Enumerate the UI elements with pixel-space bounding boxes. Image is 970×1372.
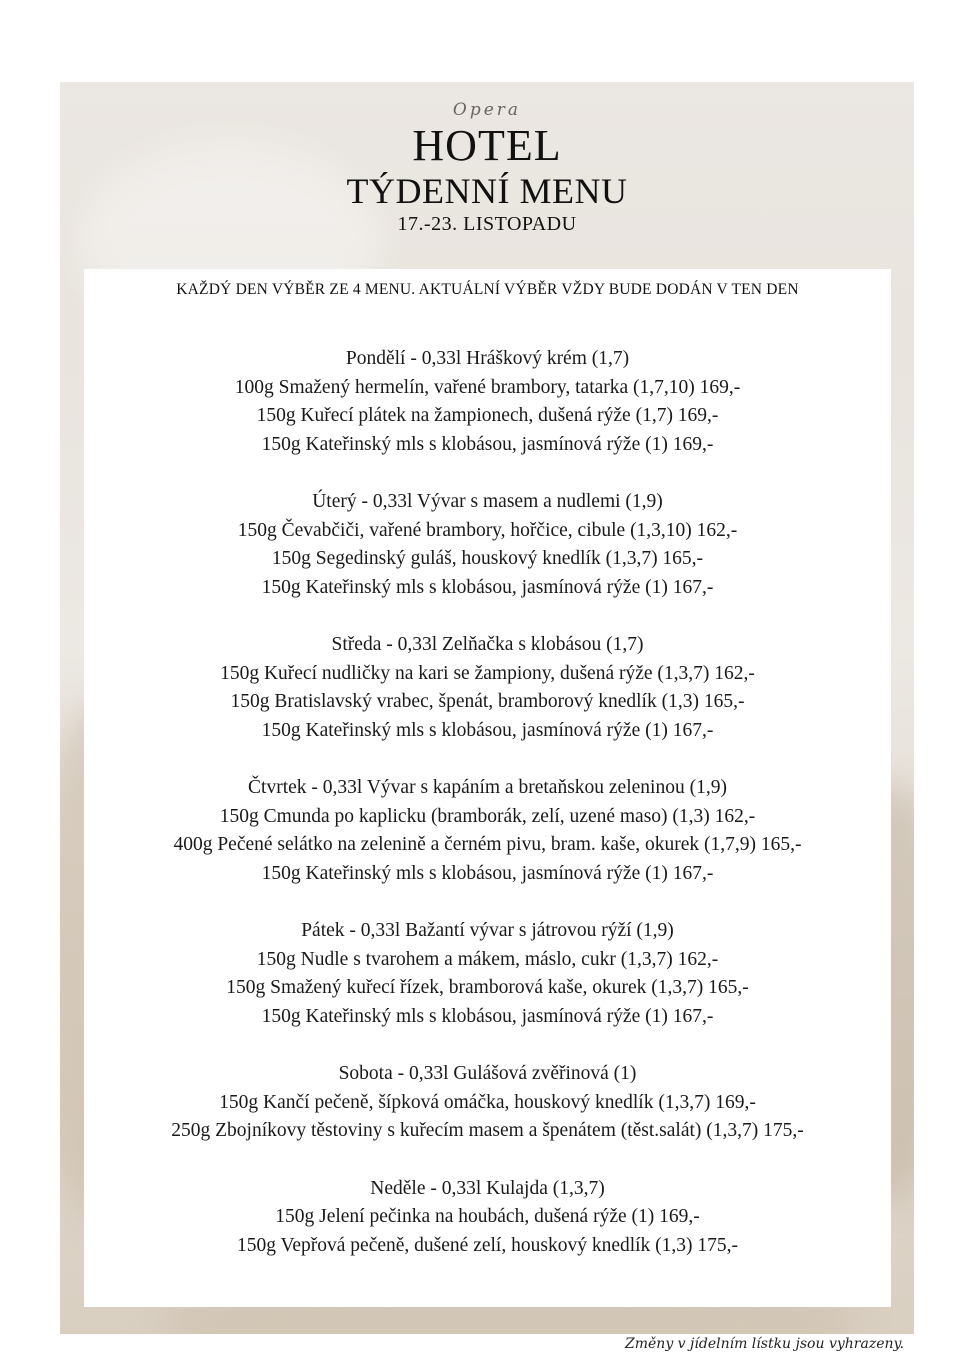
menu-item: 150g Nudle s tvarohem a mákem, máslo, cukr (1,3,7) 162,-	[256, 948, 719, 970]
menu-item: 150g Smažený kuřecí řízek, bramborová kaše, okurek (1,3,7) 165,-	[226, 977, 749, 998]
brand-name: HOTEL	[412, 121, 562, 170]
day-tuesday	[84, 488, 891, 602]
menu-item: 150g Kuřecí nudličky na kari se žampiony, dušená rýže (1,3,7) 162,-	[220, 662, 755, 684]
menu-item: 150g Kateřinský mls s klobásou, jasmínová rýže (1) 167,-	[261, 576, 714, 598]
daily-notice: KAŽDÝ DEN VÝBĚR ZE 4 MENU. AKTUÁLNÍ VÝBĚR VŽDY BUDE DODÁN V TEN DEN	[176, 281, 799, 298]
menu-item: 150g Kateřinský mls s klobásou, jasmínová rýže (1) 167,-	[261, 719, 714, 741]
footer-note: Změny v jídelním lístku jsou vyhrazeny.	[625, 1336, 904, 1352]
brand-script-logo: Opera	[452, 100, 522, 120]
day-heading: Neděle - 0,33l Kulajda (1,3,7)	[370, 1177, 605, 1199]
menu-item: 150g Segedinský guláš, houskový knedlík (1,3,7) 165,-	[271, 548, 704, 569]
day-list	[84, 345, 891, 1289]
day-heading: Pátek - 0,33l Bažantí vývar s játrovou rýží (1,9)	[301, 920, 674, 941]
menu-item: 150g Bratislavský vrabec, špenát, bramborový knedlík (1,3) 165,-	[230, 691, 745, 712]
menu-item: 150g Kuřecí plátek na žampionech, dušená rýže (1,7) 169,-	[256, 405, 719, 426]
day-heading: Středa - 0,33l Zelňačka s klobásou (1,7)	[331, 634, 644, 655]
day-monday	[84, 345, 891, 459]
day-heading: Úterý - 0,33l Vývar s masem a nudlemi (1,9)	[312, 491, 663, 512]
day-heading: Pondělí - 0,33l Hráškový krém (1,7)	[345, 348, 630, 369]
day-heading: Sobota - 0,33l Gulášová zvěřinová (1)	[338, 1063, 637, 1084]
page-title: TÝDENNÍ MENU	[346, 171, 628, 211]
menu-card	[84, 269, 891, 1307]
day-wednesday	[84, 631, 891, 745]
day-heading: Čtvrtek - 0,33l Vývar s kapáním a bretaňskou zeleninou (1,9)	[248, 777, 727, 798]
menu-item: 100g Smažený hermelín, vařené brambory, tatarka (1,7,10) 169,-	[234, 376, 741, 398]
day-saturday	[84, 1060, 891, 1146]
menu-item: 150g Cmunda po kaplicku (bramborák, zelí, uzené maso) (1,3) 162,-	[219, 805, 756, 827]
menu-item: 150g Vepřová pečeně, dušené zelí, houskový knedlík (1,3) 175,-	[236, 1234, 739, 1256]
menu-item: 150g Čevabčiči, vařené brambory, hořčice, cibule (1,3,10) 162,-	[237, 519, 738, 541]
menu-item: 150g Kateřinský mls s klobásou, jasmínová rýže (1) 167,-	[261, 862, 714, 884]
menu-item: 400g Pečené selátko na zelenině a černém pivu, bram. kaše, okurek (1,7,9) 165,-	[173, 834, 802, 855]
menu-item: 150g Jelení pečinka na houbách, dušená rýže (1) 169,-	[275, 1206, 700, 1227]
menu-item: 150g Kančí pečeně, šípková omáčka, houskový knedlík (1,3,7) 169,-	[219, 1091, 756, 1113]
menu-frame	[60, 82, 914, 1334]
date-range: 17.-23. LISTOPADU	[397, 213, 577, 235]
day-sunday	[84, 1175, 891, 1261]
menu-item: 150g Kateřinský mls s klobásou, jasmínová rýže (1) 167,-	[261, 1005, 714, 1027]
menu-item: 150g Kateřinský mls s klobásou, jasmínová rýže (1) 169,-	[261, 433, 714, 455]
day-thursday	[84, 774, 891, 888]
day-friday	[84, 917, 891, 1031]
menu-item: 250g Zbojníkovy těstoviny s kuřecím masem a špenátem (těst.salát) (1,3,7) 175,-	[171, 1120, 804, 1141]
